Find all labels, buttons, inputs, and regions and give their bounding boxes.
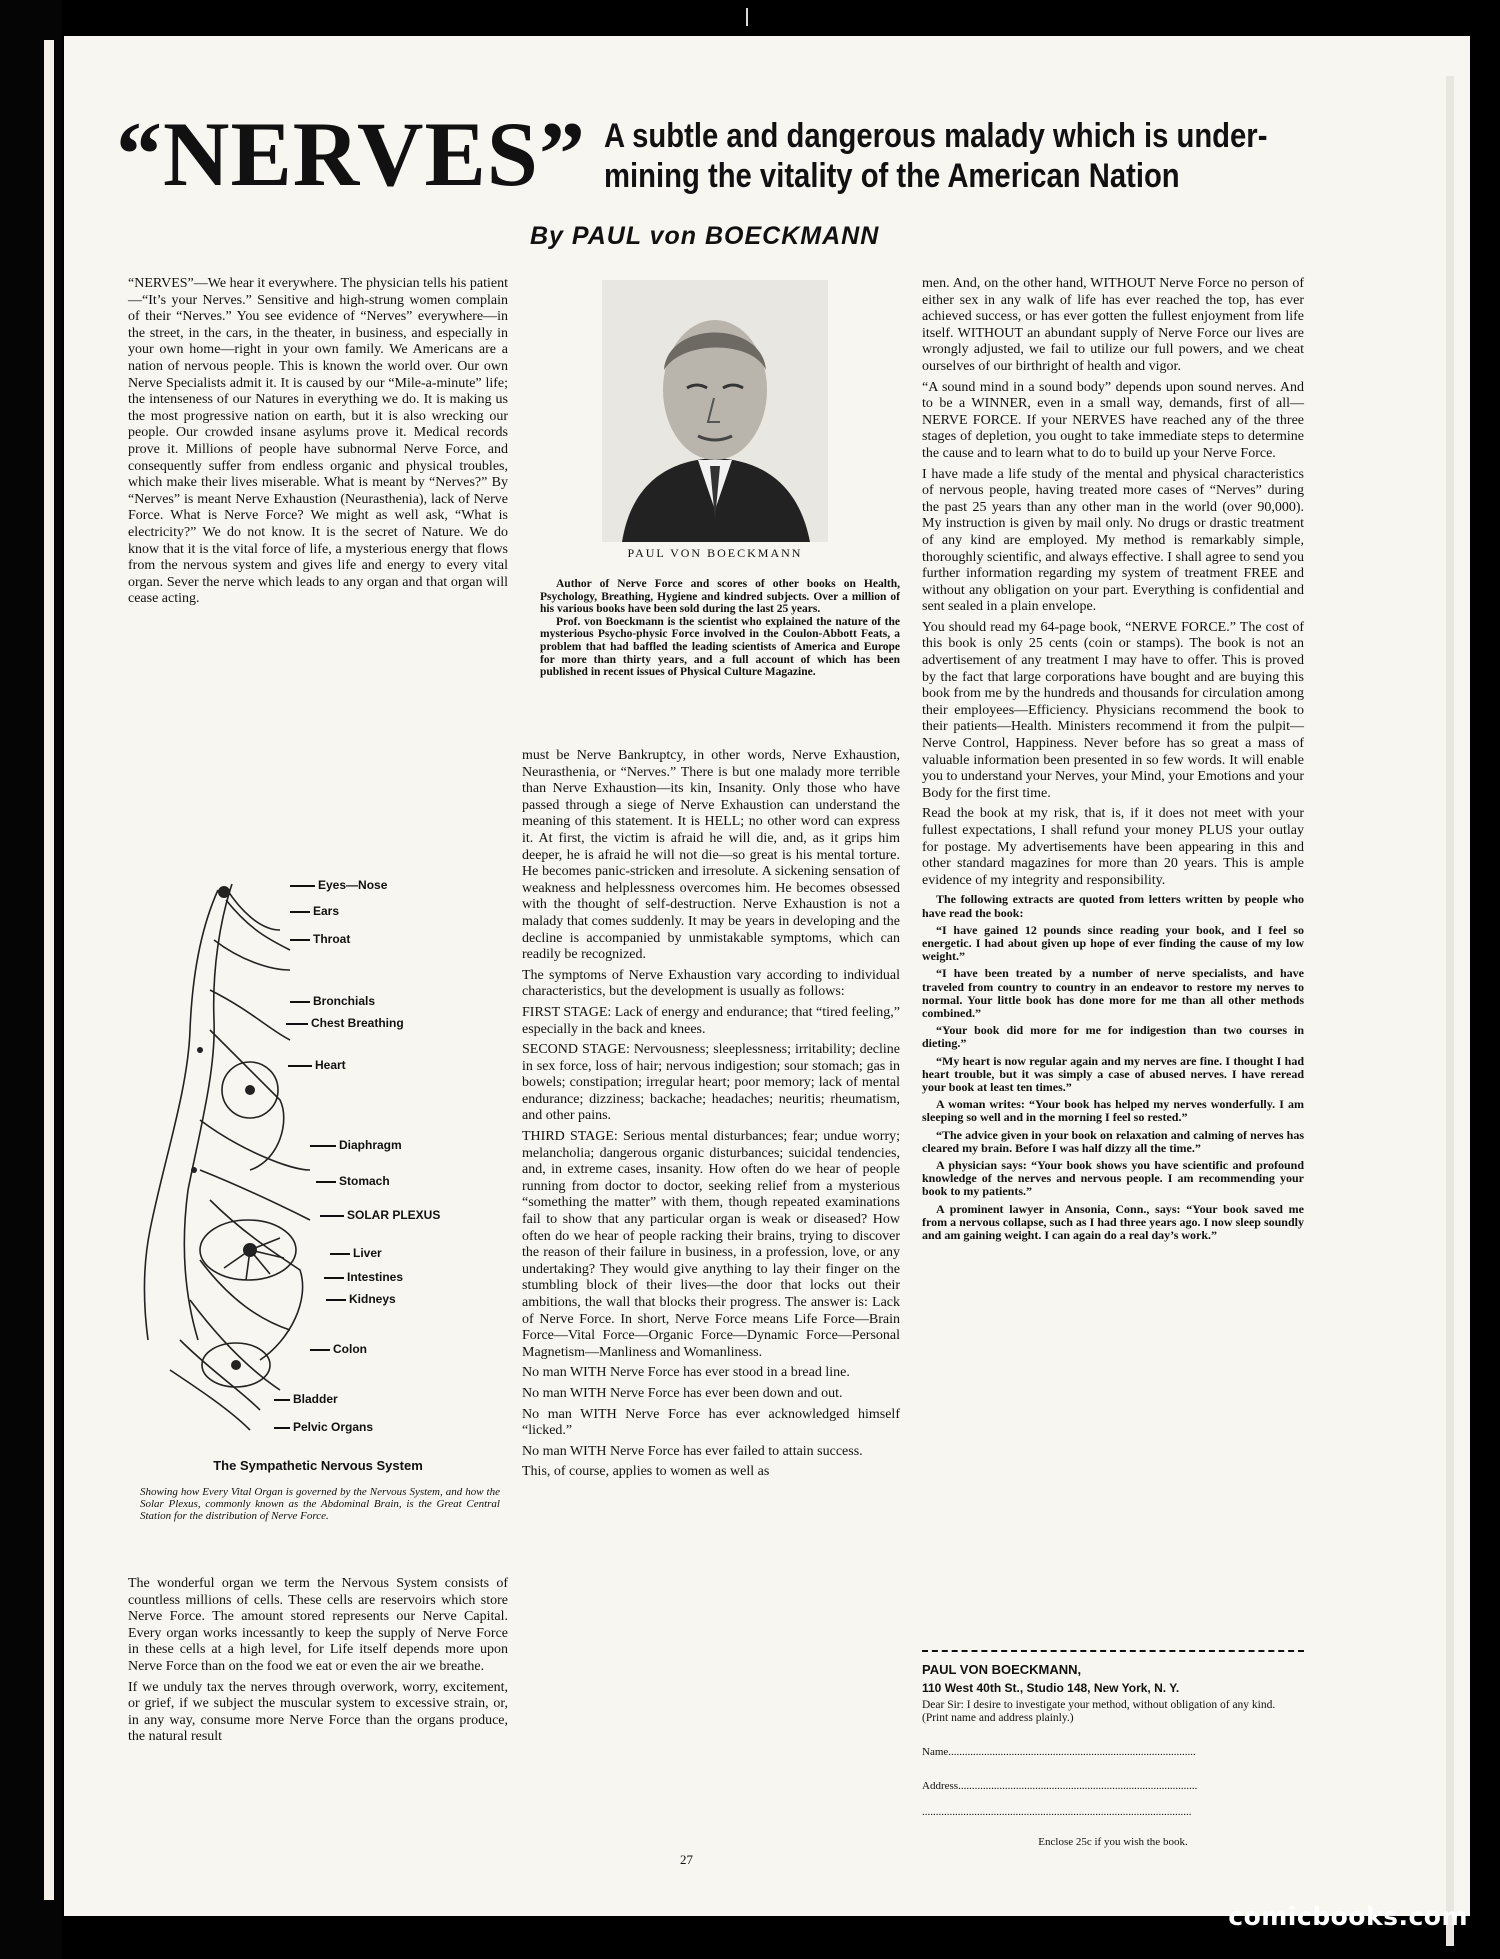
paragraph: This, of course, applies to women as well as	[522, 1464, 770, 1480]
coupon-cut-line	[922, 1650, 1304, 1652]
order-coupon	[922, 1650, 1304, 1848]
paragraph: No man WITH Nerve Force has ever stood in a bread line.	[522, 1365, 850, 1381]
facing-page-edge	[44, 40, 54, 1900]
author-bio	[540, 578, 900, 679]
headline-subtitle	[604, 116, 1267, 196]
headline-title: “NERVES”	[116, 103, 586, 205]
name-field-label: Name	[922, 1746, 949, 1759]
column-1-top	[128, 276, 508, 612]
letter-extract: “My heart is now regular again and my nerves are fine. I thought I had heart trouble, but it was simply a case of abused nerves. I have reread your book at least ten times.”	[922, 1053, 1304, 1095]
label-ears: Ears	[313, 904, 340, 918]
coupon-extra-line[interactable]: ..................................................................................................	[922, 1806, 1192, 1819]
label-eyes-nose: Eyes—Nose	[318, 878, 388, 892]
letter-extract: “I have gained 12 pounds since reading your book, and I feel so energetic. I had about given up hope of ever finding the cause of my low weight.”	[922, 922, 1304, 964]
label-heart: Heart	[315, 1058, 346, 1072]
letter-extract: “Your book did more for me for indigestion than two courses in dieting.”	[922, 1023, 1304, 1051]
paragraph: Read the book at my risk, that is, if it does not meet with your fullest expectations, I shall refund your money PLUS your outlay for postage. My advertisements have been appearing in this and other standard magazines for more than 20 years. This is ample evidence of my integrity and responsibility.	[922, 806, 1304, 888]
label-liver: Liver	[353, 1246, 382, 1260]
label-kidneys: Kidneys	[349, 1292, 396, 1306]
column-3	[922, 276, 1304, 1246]
paragraph: No man WITH Nerve Force has ever been down and out.	[522, 1385, 843, 1401]
address-field-label: Address	[922, 1780, 959, 1793]
paragraph: If we unduly tax the nerves through overwork, worry, excitement, or grief, if we subject the muscular system to excessive strain, or, in any way, consume more Nerve Force than the organs produce, the natural result	[128, 1679, 508, 1745]
paragraph: FIRST STAGE: Lack of energy and endurance; that “tired feeling,” especially in the back and knees.	[522, 1004, 900, 1037]
letter-extract: A prominent lawyer in Ansonia, Conn., says: “Your book saved me from a nervous collapse, such as I had three years ago. I now sleep soundly and am gaining weight. I can again do a real day’s work.”	[922, 1201, 1304, 1243]
figure-caption: Showing how Every Vital Organ is governed by the Nervous System, and how the Solar Plexus, commonly known as the Abdominal Brain, is the Great Central Station for the distribution of Nerve Force.	[140, 1486, 500, 1523]
portrait-image	[602, 280, 828, 542]
coupon-name-field[interactable]: Name..........................................................................................	[922, 1746, 1196, 1759]
nervous-system-diagram	[140, 870, 480, 1440]
label-solar-plexus: SOLAR PLEXUS	[347, 1208, 441, 1222]
byline: By PAUL von BOECKMANN	[530, 222, 880, 250]
column-2	[522, 748, 900, 1485]
label-pelvic-organs: Pelvic Organs	[293, 1420, 374, 1434]
label-throat: Throat	[313, 932, 351, 946]
nerve-illustration	[140, 870, 480, 1440]
paragraph: You should read my 64-page book, “NERVE FORCE.” The cost of this book is only 25 cents (coin or stamps). The book is not an advertisement of any treatment I may have to offer. This is proved by the fact that large corporations have bought and are buying this book from me by the hundreds and thousands for circulation among their employees—Efficiency. Physicians recommend the book to their patients—Health. Ministers recommend it from the pulpit—Nerve Control, Happiness. Never before has so great a mass of valuable information been presented in so few words. It will enable you to understand your Nerves, your Mind, your Emotions and your Body for the first time.	[922, 619, 1304, 801]
coupon-text: Dear Sir: I desire to investigate your method, without obligation of any kind. (Print name and address plainly.)	[922, 1699, 1276, 1724]
watermark: comicbooks.com	[1228, 1902, 1468, 1931]
paragraph: The symptoms of Nerve Exhaustion vary according to individual characteristics, but the development is usually as follows:	[522, 967, 900, 1000]
paragraph: The wonderful organ we term the Nervous System consists of countless millions of cells. These cells are reservoirs which store Nerve Force. The amount stored represents our Nerve Capital. Every organ works incessantly to keep the supply of Nerve Force in these cells at a high level, for Life itself depends more upon Nerve Force than on the food we eat or even the air we breathe.	[128, 1576, 508, 1674]
portrait-caption: PAUL VON BOECKMANN	[627, 546, 803, 560]
letter-extract: A woman writes: “Your book has helped my nerves wonderfully. I am sleeping so well and in the morning I feel so rested.”	[922, 1097, 1304, 1125]
label-colon: Colon	[333, 1342, 367, 1356]
page-right-edge	[1446, 76, 1454, 1946]
label-bladder: Bladder	[293, 1392, 338, 1406]
paragraph: “NERVES”—We hear it everywhere. The physician tells his patient—“It’s your Nerves.” Sensitive and high-strung women complain of their “Nerves.” You see evidence of “Nerves” everywhere—in the street, in the cars, in the theater, in business, and especially in your own home—right in your own family. We Americans are a nation of nervous people. This is known the world over. Our own Nerve Specialists admit it. It is caused by our “Mile-a-minute” life; the intenseness of our Natures in everything we do. It is making us the most progressive nation on earth, but it is also wrecking our people. Our crowded insane asylums prove it. Medical records prove it. Millions of people have subnormal Nerve Force, and consequently suffer from endless organic and physical troubles, which make their lives miserable. What is meant by “Nerves?” By “Nerves” is meant Nerve Exhaustion (Neurasthenia), lack of Nerve Force. What is Nerve Force? We might as well ask, “What is electricity?” We do not know. It is the secret of Nature. We do know that it is the vital force of life, a mysterious energy that flows from the nervous system and gives life and energy to every vital organ. Sever the nerve which leads to any organ and that organ will cease acting.	[128, 276, 508, 607]
bio-paragraph: Author of Nerve Force and scores of other books on Health, Psychology, Breathing, Hygiene and kindred subjects. Over a million of his various books have been sold during the last 25 years.	[540, 578, 900, 616]
page-number: 27	[680, 1852, 693, 1867]
paragraph: SECOND STAGE: Nervousness; sleeplessness; irritability; decline in sex force, loss of hair; nervous indigestion; sour stomach; gas in bowels; constipation; irregular heart; poor memory; lack of mental endurance; dizziness; backache; headaches; neuritis; rheumatism, and other pains.	[522, 1042, 900, 1124]
letter-extract: “The advice given in your book on relaxation and calming of nerves has cleared my brain. Before I was half dizzy all the time.”	[922, 1127, 1304, 1155]
figure-title: The Sympathetic Nervous System	[213, 1458, 423, 1473]
subtitle-line-1: A subtle and dangerous malady which is under-	[604, 117, 1268, 155]
paragraph: must be Nerve Bankruptcy, in other words, Nerve Exhaustion, Neurasthenia, or “Nerves.” There is but one malady more terrible than Nerve Exhaustion—its kin, Insanity. Only those who have passed through a siege of Nerve Exhaustion can understand the meaning of this statement. It is HELL; no other word can express it. At first, the victim is afraid he will die, and, as it grips him deeper, he is afraid he will not die—so great is his mental torture. He becomes panic-stricken and irresolute. A sickening sensation of weakness and helplessness overcomes him. He becomes obsessed with the thought of self-destruction. Nerve Exhaustion is not a malady that comes suddenly. It may be years in developing and the decline is accompanied by unmistakable symptoms, which can readily be recognized.	[522, 748, 900, 963]
paragraph: men. And, on the other hand, WITHOUT Nerve Force no person of either sex in any walk of life has ever reached the top, has ever achieved success, or has ever gotten the fullest enjoyment from life itself. WITHOUT an abundant supply of Nerve Force our lives are wrongly adjusted, we fail to utilize our full powers, and we cheat ourselves of our birthright of health and vigor.	[922, 276, 1304, 374]
column-1-bottom	[128, 1576, 508, 1750]
coupon-address: 110 West 40th St., Studio 148, New York, N. Y.	[922, 1681, 1180, 1695]
coupon-footer: Enclose 25c if you wish the book.	[1038, 1836, 1188, 1849]
coupon-recipient: PAUL VON BOECKMANN,	[922, 1662, 1082, 1677]
letter-extract: “I have been treated by a number of nerve specialists, and have traveled from country to country in an endeavor to restore my nerves to normal. Your little book has done more for me than all other methods combined.”	[922, 966, 1304, 1020]
label-intestines: Intestines	[347, 1270, 404, 1284]
author-portrait	[602, 280, 828, 542]
label-chest-breathing: Chest Breathing	[311, 1016, 404, 1030]
paragraph: THIRD STAGE: Serious mental disturbances; fear; undue worry; melancholia; dangerous organic disturbances; suicidal tendencies, and, in extreme cases, insanity. How often do we hear of people running from doctor to doctor, seeking relief from a mysterious “something the matter” with them, though repeated examinations fail to show that any particular organ is weak or diseased? How often do we hear of people racking their brains, trying to discover the reason of their failure in business, in a profession, love, or any undertaking? They would give anything to lay their finger on the stumbling block of their lives—the door that locks out their ambitions, the wall that blocks their progress. The answer is: Lack of Nerve Force. In short, Nerve Force means Life Force—Brain Force—Vital Force—Organic Force—Dynamic Force—Personal Magnetism—Manliness and Womanliness.	[522, 1129, 900, 1360]
label-diaphragm: Diaphragm	[339, 1138, 402, 1152]
paragraph: I have made a life study of the mental and physical characteristics of nervous people, having treated more cases of “Nerves” during the past 25 years than any other man in the world (over 90,000). My instruction is given by mail only. No drugs or drastic treatment of any kind are employed. My method is remarkably simple, thoroughly scientific, and always effective. I shall agree to send you further information regarding my system of treatment FREE and without any obligation on your part. Everything is confidential and sent sealed in a plain envelope.	[922, 466, 1304, 615]
coupon-address-field[interactable]: Address.......................................................................................	[922, 1780, 1198, 1793]
letter-extract: A physician says: “Your book shows you have scientific and profound knowledge of the nerves and nervous people. I am recommending your book to my patients.”	[922, 1158, 1304, 1199]
label-bronchials: Bronchials	[313, 994, 376, 1008]
scan-left-border	[0, 0, 62, 1959]
letters-intro: The following extracts are quoted from letters written by people who have read the book:	[922, 892, 1304, 920]
bio-paragraph: Prof. von Boeckmann is the scientist who explained the nature of the mysterious Psycho-physic Force involved in the Coulon-Abbott Feats, a problem that had baffled the leading scientists of America and Europe for more than thirty years, and a full account of which has been published in recent issues of Physical Culture Magazine.	[540, 615, 900, 679]
label-stomach: Stomach	[339, 1174, 390, 1188]
subtitle-line-2: mining the vitality of the American Nation	[604, 157, 1180, 195]
paragraph: No man WITH Nerve Force has ever acknowledged himself “licked.”	[522, 1406, 900, 1439]
letters	[922, 893, 1304, 1242]
paragraph: No man WITH Nerve Force has ever failed to attain success.	[522, 1443, 863, 1459]
scan-mark	[746, 8, 748, 26]
paragraph: “A sound mind in a sound body” depends upon sound nerves. And to be a WINNER, even in a small way, demands, first of all—NERVE FORCE. If your NERVES have reached any of the three stages of depletion, you ought to take immediate steps to determine the cause and to learn what to do to build up your Nerve Force.	[922, 379, 1304, 461]
